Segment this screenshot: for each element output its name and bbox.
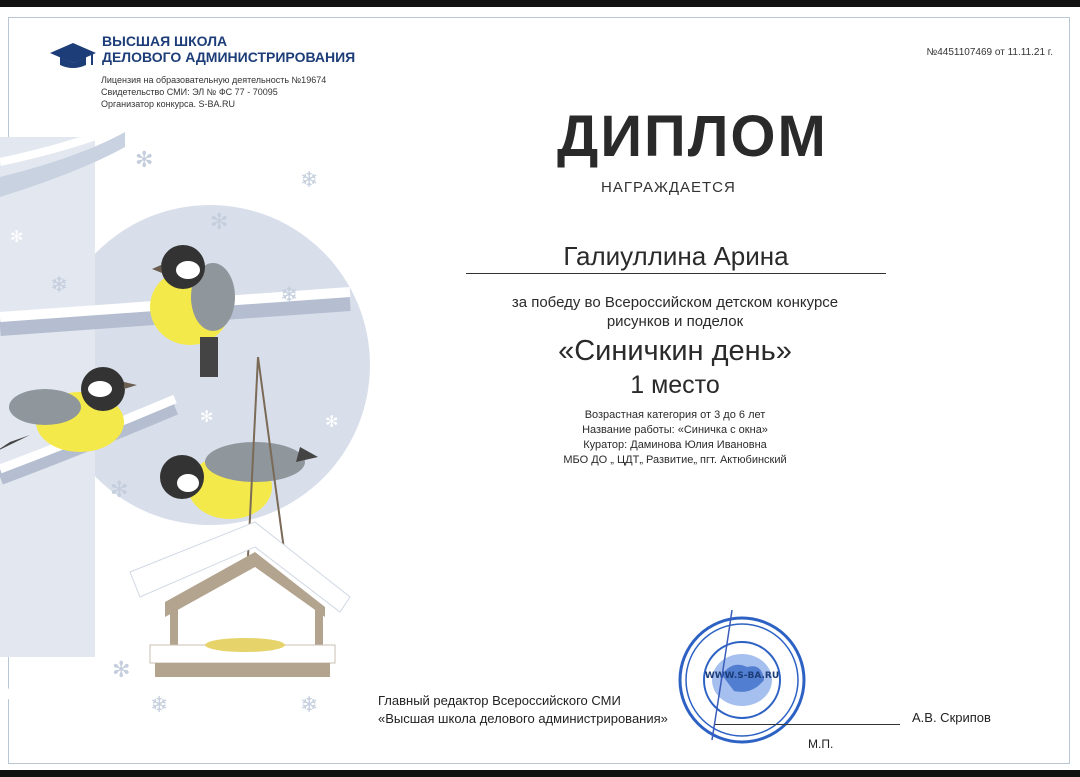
license-text: Лицензия на образовательную деятельность №19674 <box>101 75 327 85</box>
svg-text:❄: ❄ <box>280 283 299 308</box>
awarded-label: НАГРАЖДАЕТСЯ <box>601 179 736 196</box>
recipient-name: Галиуллина Арина <box>563 241 789 271</box>
org-name-line1: ВЫСШАЯ ШКОЛА <box>102 33 228 49</box>
svg-text:❄: ❄ <box>300 168 319 193</box>
svg-text:✻: ✻ <box>200 407 214 426</box>
award-reason-line2: рисунков и поделок <box>606 313 744 330</box>
svg-text:❄: ❄ <box>300 693 319 718</box>
svg-text:✻: ✻ <box>112 658 131 683</box>
diploma-title: ДИПЛОМ <box>557 104 828 169</box>
signature-role-line2: «Высшая школа делового администрирования» <box>378 711 668 726</box>
age-category: Возрастная категория от 3 до 6 лет <box>584 409 766 421</box>
contest-name: «Синичкин день» <box>558 335 792 367</box>
graduation-cap-icon <box>50 39 96 71</box>
document-number: №4451107469 от 11.11.21 г. <box>926 47 1053 58</box>
award-reason-line1: за победу во Всероссийском детском конкурсе <box>511 294 839 311</box>
signature-role-line1: Главный редактор Всероссийского СМИ <box>378 693 621 708</box>
media-cert-text: Свидетельство СМИ: ЭЛ № ФС 77 - 70095 <box>101 87 278 97</box>
signature-line <box>715 724 900 725</box>
signer-name: А.В. Скрипов <box>912 710 991 725</box>
svg-text:✻: ✻ <box>120 212 134 231</box>
svg-text:❄: ❄ <box>150 693 169 718</box>
diploma-sheet <box>0 7 1080 770</box>
seal-place-label: М.П. <box>808 737 834 751</box>
curator: Куратор: Даминова Юлия Ивановна <box>583 439 767 451</box>
svg-text:✻: ✻ <box>325 412 339 431</box>
svg-text:✻: ✻ <box>110 478 129 503</box>
work-title: Название работы: «Синичка с окна» <box>582 424 768 436</box>
titmice-illustration <box>0 117 370 767</box>
place-text: 1 место <box>630 371 720 399</box>
organizer-text: Организатор конкурса. S-BA.RU <box>101 99 236 109</box>
institution: МБО ДО „ ЦДТ„ Развитие„ пгт. Актюбинский <box>563 454 787 466</box>
svg-text:✻: ✻ <box>135 148 154 173</box>
org-name-line2: ДЕЛОВОГО АДМИНИСТРИРОВАНИЯ <box>102 49 356 65</box>
stamp-url: WWW.S-BA.RU <box>704 671 780 681</box>
svg-text:❄: ❄ <box>50 273 69 298</box>
recipient-underline <box>466 273 886 274</box>
svg-text:✻: ✻ <box>10 227 24 246</box>
svg-text:✻: ✻ <box>210 210 229 235</box>
